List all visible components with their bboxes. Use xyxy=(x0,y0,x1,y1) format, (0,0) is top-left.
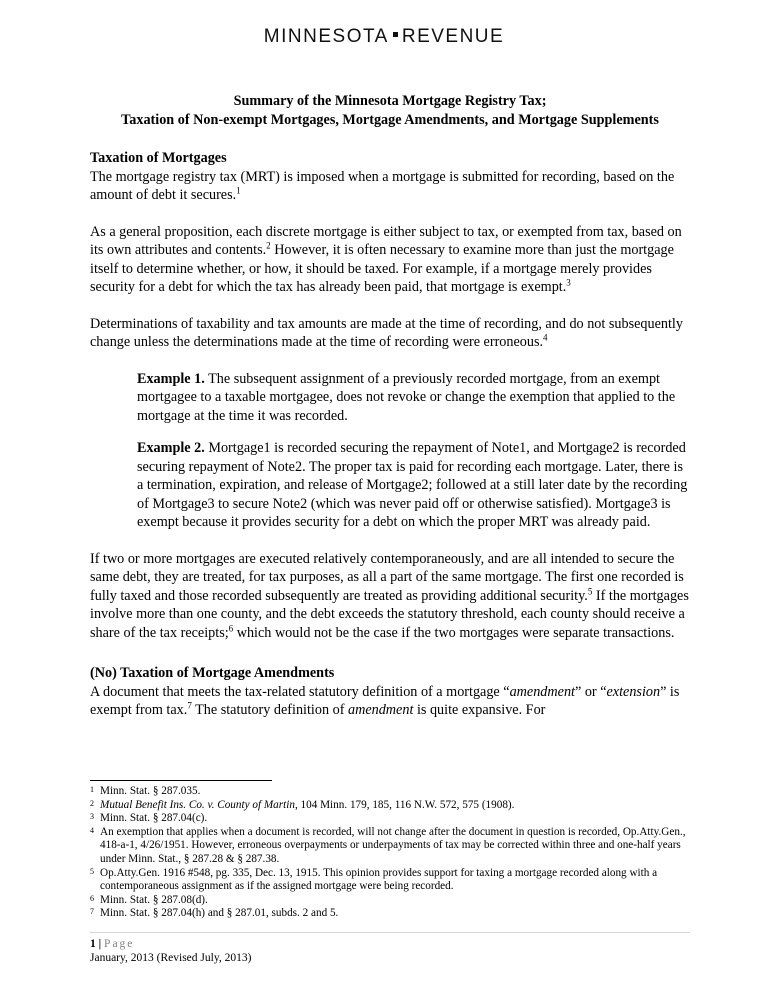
paragraph-contemporaneous-mortgages: If two or more mortgages are executed relatively contemporaneously, and are all intended to secure the same debt, they are treated, for tax purposes, as all a part of the same mortgage. The first one recorded is fully taxed and those recorded subsequently are treated as providing additional security.$^5$ If the mortgages involve more than one county, and the debt exceeds the statutory threshold, each county should receive a share of the tax receipts;$^6$ which would not be the case if the two mortgages were separate transactions. xyxy=(90,550,689,641)
section-heading-mortgage-amendments: (No) Taxation of Mortgage Amendments xyxy=(90,665,335,681)
footnote-ref-4: 4 xyxy=(543,332,548,343)
footnote-2: 2 Mutual Benefit Ins. Co. v. County of Martin, 104 Minn. 179, 185, 116 N.W. 572, 575 (1908). xyxy=(90,798,515,811)
footnote-ref-2: 2 xyxy=(266,240,271,251)
footnote-separator xyxy=(90,780,272,781)
example-2 xyxy=(137,439,690,532)
footnote-4: 4 An exemption that applies when a document is recorded, will not change after the document in question is recorded, Op.Atty.Gen., 418-a-1, 4/26/1951. However, erroneous overpayments or underpayments of tax may be corrected within three and one-half years under Minn. Stat., § 287.28 & § 287.38. xyxy=(90,825,686,865)
footnotes xyxy=(90,785,690,921)
section-heading-taxation-of-mortgages: Taxation of Mortgages xyxy=(90,150,227,166)
footnote-ref-3: 3 xyxy=(566,277,571,288)
example-1 xyxy=(137,370,690,426)
title-line-1: Summary of the Minnesota Mortgage Registry Tax; xyxy=(233,93,547,109)
document-body xyxy=(90,92,690,738)
footnote-ref-6: 6 xyxy=(228,622,234,633)
footnote-ref-7: 7 xyxy=(187,700,192,711)
logo-dot-icon xyxy=(393,32,398,37)
title-line-2: Taxation of Non-exempt Mortgages, Mortgage Amendments, and Mortgage Supplements xyxy=(121,111,659,128)
minnesota-revenue-logo xyxy=(0,26,768,48)
paragraph-amendments: A document that meets the tax-related statutory definition of a mortgage “amendment” or “extension” is exempt from tax.$^7$ The statutory definition of amendment is quite expansive. For xyxy=(90,683,680,718)
example-2-text: Mortgage1 is recorded securing the repayment of Note1, and Mortgage2 is recorded securing repayment of Note2. The proper tax is paid for recording each mortgage. Later, there is a termination, expiration, and release of Mortgage2; followed at a still later date by the recording of Mortgage3 to secure Note2 (which was never paid off or otherwise satisfied). Mortgage3 is exempt because it provides security for a debt on which the proper MRT was already paid. xyxy=(137,440,688,530)
page-number: 1 | Page xyxy=(90,938,135,950)
footer-rule xyxy=(90,932,690,933)
footnote-5: 5 Op.Atty.Gen. 1916 #548, pg. 335, Dec. 13, 1915. This opinion provides support for taxing a mortgage recorded along with a contemporaneous assignment as if the assigned mortgage were being recorded. xyxy=(90,866,658,893)
page-footer xyxy=(90,937,690,965)
example-2-label: Example 2. xyxy=(137,440,205,456)
footnote-3: 3 Minn. Stat. § 287.04(c). xyxy=(90,812,208,825)
footnote-6: 6 Minn. Stat. § 287.08(d). xyxy=(90,893,208,906)
logo-word-revenue: REVENUE xyxy=(401,26,505,47)
paragraph-mrt-intro: The mortgage registry tax (MRT) is imposed when a mortgage is submitted for recording, based on the amount of debt it secures.$^1$ xyxy=(90,168,675,203)
footnote-ref-1: 1 xyxy=(236,185,241,196)
document-title xyxy=(90,92,690,129)
footnote-1: 1 Minn. Stat. § 287.035. xyxy=(90,785,201,797)
example-1-label: Example 1. xyxy=(137,370,205,387)
revision-date: January, 2013 (Revised July, 2013) xyxy=(90,952,252,964)
paragraph-determinations: Determinations of taxability and tax amounts are made at the time of recording, and do not subsequently change unless the determinations made at the time of recording were erroneous.$^4$ xyxy=(90,315,683,350)
paragraph-general-proposition: As a general proposition, each discrete mortgage is either subject to tax, or exempted from tax, based on its own attributes and contents.$^2$ However, it is often necessary to examine more than just the mortgage itself to determine whether, or how, it should be taxed. For example, if a mortgage merely provides security for a debt for which the tax has already been paid, that mortgage is exempt.$^3$ xyxy=(90,223,682,295)
footnote-ref-5: 5 xyxy=(587,585,593,596)
logo-word-minnesota: MINNESOTA xyxy=(263,26,389,47)
footnote-7: 7 Minn. Stat. § 287.04(h) and § 287.01, subds. 2 and 5. xyxy=(90,907,339,920)
example-1-text: The subsequent assignment of a previously recorded mortgage, from an exempt mortgagee to a taxable mortgagee, does not revoke or change the exemption that applied to the mortgage at the time it was recorded. xyxy=(137,370,676,424)
